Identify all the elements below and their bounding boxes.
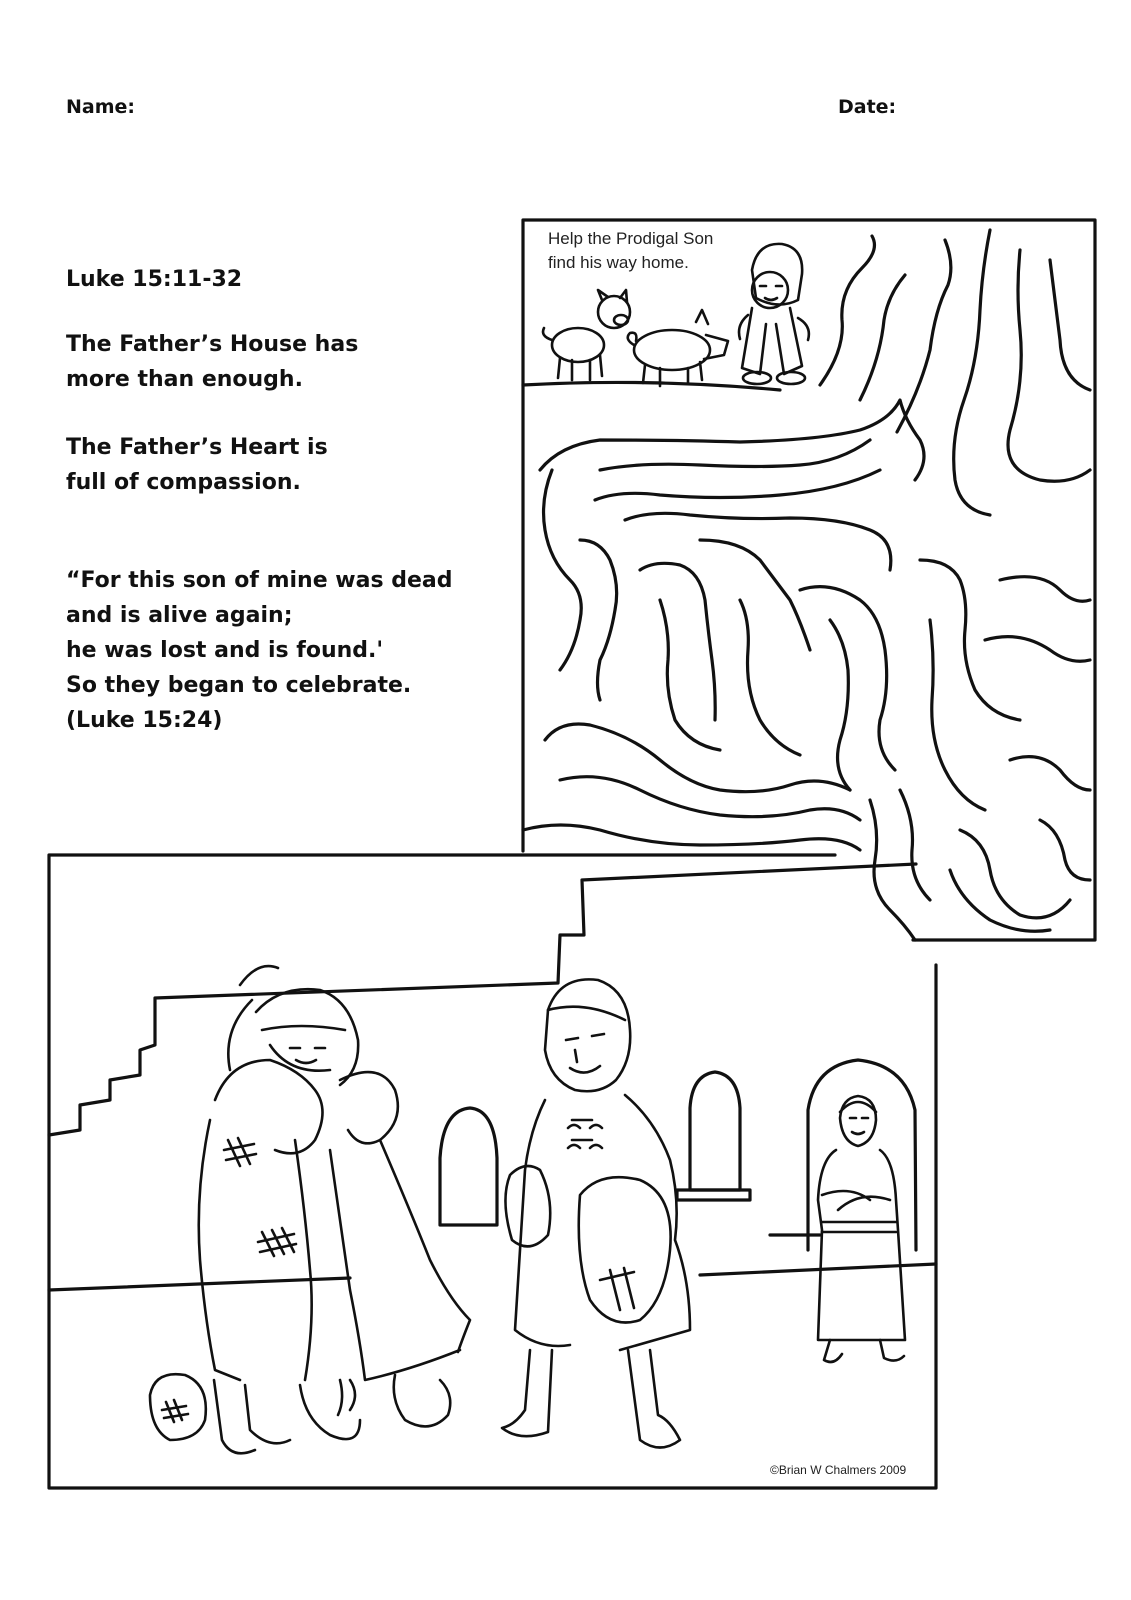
pig-icon <box>628 310 728 386</box>
maze-wall <box>523 382 780 390</box>
older-brother-figure <box>818 1096 905 1362</box>
maze-wall <box>660 600 720 750</box>
maze-wall <box>820 236 874 385</box>
maze-wall <box>625 513 891 570</box>
maze-instruction-line: find his way home. <box>548 253 689 272</box>
quote-line: So they began to celebrate. <box>66 673 412 698</box>
maze-wall <box>830 620 850 790</box>
maze-wall <box>580 540 617 700</box>
servant-with-robe <box>502 979 690 1447</box>
maze-wall <box>1040 820 1090 880</box>
statement-line: full of compassion. <box>66 470 301 495</box>
maze-wall <box>1000 577 1090 602</box>
maze-wall <box>870 800 915 940</box>
name-label: Name: <box>66 96 136 118</box>
quote-line: and is alive again; <box>66 603 293 628</box>
maze-wall <box>900 790 930 900</box>
pig-icon <box>543 290 630 380</box>
date-label: Date: <box>838 96 897 118</box>
maze-wall <box>960 830 1070 918</box>
maze-wall <box>540 400 924 480</box>
maze-wall <box>1008 250 1090 481</box>
quote-citation: (Luke 15:24) <box>66 708 223 733</box>
statement-line: more than enough. <box>66 367 303 392</box>
maze-wall <box>950 870 1050 931</box>
maze-wall <box>920 560 1020 720</box>
statement-line: The Father’s House has <box>66 332 359 357</box>
maze-wall <box>544 470 582 670</box>
maze-wall <box>700 540 810 650</box>
maze-wall <box>930 620 985 810</box>
prodigal-son-maze-figure <box>739 244 809 384</box>
maze-wall <box>954 230 990 515</box>
quote-line: “For this son of mine was dead <box>66 568 453 593</box>
maze-wall <box>740 600 800 755</box>
quote-line: he was lost and is found.' <box>66 638 384 663</box>
maze-wall <box>600 440 870 470</box>
statement-line: The Father’s Heart is <box>66 435 328 460</box>
father-and-son-embrace <box>150 966 470 1453</box>
scripture-reference: Luke 15:11-32 <box>66 267 243 292</box>
maze-wall <box>860 275 905 400</box>
maze-wall <box>523 825 860 850</box>
maze-walls <box>523 230 1090 940</box>
maze-wall <box>560 777 860 820</box>
maze-instruction-line: Help the Prodigal Son <box>548 229 714 248</box>
maze-wall <box>545 724 850 792</box>
maze-wall <box>985 637 1090 662</box>
illustration-frame <box>49 855 936 1488</box>
maze-puzzle <box>523 220 1095 940</box>
maze-wall <box>595 470 880 500</box>
house-background <box>49 864 936 1290</box>
copyright-text: ©Brian W Chalmers 2009 <box>770 1463 907 1477</box>
maze-wall <box>1050 260 1090 390</box>
maze-wall <box>1010 757 1090 790</box>
maze-wall <box>897 240 951 432</box>
illustration-panel <box>49 855 936 1488</box>
maze-wall <box>640 563 715 720</box>
